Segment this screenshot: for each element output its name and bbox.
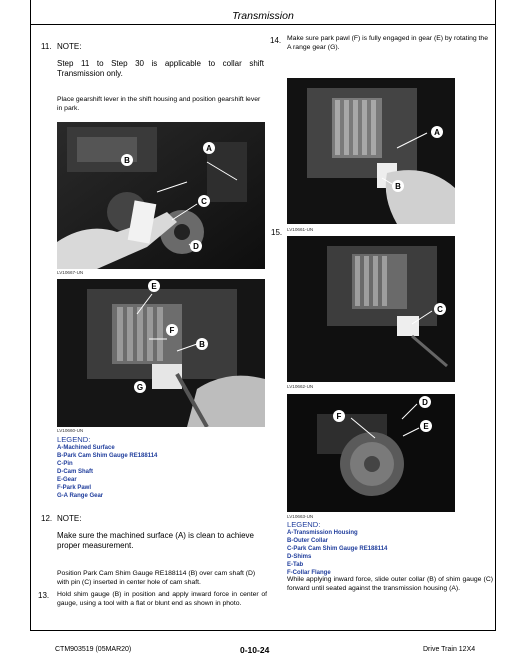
footer-section-name: Drive Train 12X4 — [423, 646, 476, 653]
photo2-callout-b: B — [199, 340, 205, 349]
photo3-callout-b: B — [395, 182, 401, 191]
figure-5-caption: LV10663-UN — [287, 514, 314, 519]
legend-right — [287, 520, 387, 577]
step-11-note-label: NOTE: — [57, 42, 82, 51]
legend-left-item: B-Park Cam Shim Gauge RE188114 — [57, 453, 158, 459]
legend-right-item: B-Outer Collar — [287, 538, 329, 544]
step-15-text: While applying inward force, slide outer collar (B) of shim gauge (C) forward until seated against the transmission housing (A). — [287, 576, 493, 592]
photo1-callout-b: B — [124, 156, 130, 165]
photo5-callout-e: E — [423, 422, 429, 431]
step-13-number: 13. — [38, 591, 50, 600]
step-14-number: 14. — [270, 36, 282, 45]
legend-left-item: G-A Range Gear — [57, 493, 104, 499]
legend-right-title: LEGEND: — [287, 520, 321, 529]
figure-collar-photo — [287, 394, 455, 512]
step-11-note-text: Step 11 to Step 30 is applicable to collar shift Transmission only. — [57, 59, 264, 78]
photo1-callout-a: A — [206, 144, 212, 153]
figure-shim-gauge-photo — [287, 236, 455, 382]
photo5-callout-f: F — [336, 412, 342, 421]
legend-left-title: LEGEND: — [57, 435, 91, 444]
page-header — [30, 0, 496, 24]
legend-left-item: C-Pin — [57, 461, 73, 467]
figure-shift-housing-photo — [57, 122, 265, 269]
figure-4-caption: LV10662-UN — [287, 384, 314, 389]
legend-right-item: D-Shims — [287, 554, 312, 560]
legend-right-item: A-Transmission Housing — [287, 530, 358, 536]
photo3-callout-a: A — [434, 128, 440, 137]
photo1-callout-c: C — [201, 197, 207, 206]
header-rule — [30, 24, 496, 25]
legend-left-item: A-Machined Surface — [57, 445, 115, 451]
photo5-callout-d: D — [422, 398, 428, 407]
photo1-callout-d: D — [193, 242, 199, 251]
legend-left-item: D-Cam Shaft — [57, 469, 94, 475]
step-12-note-label: NOTE: — [57, 514, 82, 523]
legend-right-item: F-Collar Flange — [287, 570, 331, 576]
step-11-instruction: Place gearshift lever in the shift housing and position gearshift lever in park. — [57, 96, 261, 112]
photo2-callout-g: G — [136, 383, 144, 392]
legend-left-item: F-Park Pawl — [57, 485, 92, 491]
photo2-callout-f: F — [169, 326, 175, 335]
photo2-callout-e: E — [151, 282, 157, 291]
legend-right-item: E-Tab — [287, 562, 304, 568]
figure-park-pawl-photo — [287, 78, 455, 224]
step-12-note-text: Make sure the machined surface (A) is clean to achieve proper measurement. — [57, 531, 254, 550]
legend-right-item: C-Park Cam Shim Gauge RE188114 — [287, 546, 388, 552]
figure-2-caption: LV10660-UN — [57, 428, 84, 433]
step-11-number: 11. — [41, 42, 52, 51]
footer-page-number: 0-10-24 — [240, 645, 270, 655]
step-14-text: Make sure park pawl (F) is fully engaged in gear (E) by rotating the A range gear (G). — [287, 35, 488, 51]
footer-document-id: CTM903519 (05MAR20) — [55, 646, 132, 653]
step-12-text: Position Park Cam Shim Gauge RE188114 (B) over cam shaft (D) with pin (C) inserted in center hole of cam shaft. — [57, 570, 256, 586]
section-title: Transmission — [232, 10, 294, 22]
figure-1-caption: LV10667-UN — [57, 270, 84, 275]
step-13-text: Hold shim gauge (B) in position and apply inward force in center of gauge, using a tool with a flat or blunt end as shown in photo. — [57, 591, 267, 607]
figure-gear-cam-photo — [57, 279, 265, 427]
legend-left — [57, 435, 157, 500]
figure-3-caption: LV10661-UN — [287, 227, 314, 232]
step-15-number: 15. — [271, 228, 283, 237]
legend-left-item: E-Gear — [57, 477, 77, 483]
photo4-callout-c: C — [437, 305, 443, 314]
footer-rule — [36, 630, 492, 631]
step-12-number: 12. — [41, 514, 53, 523]
